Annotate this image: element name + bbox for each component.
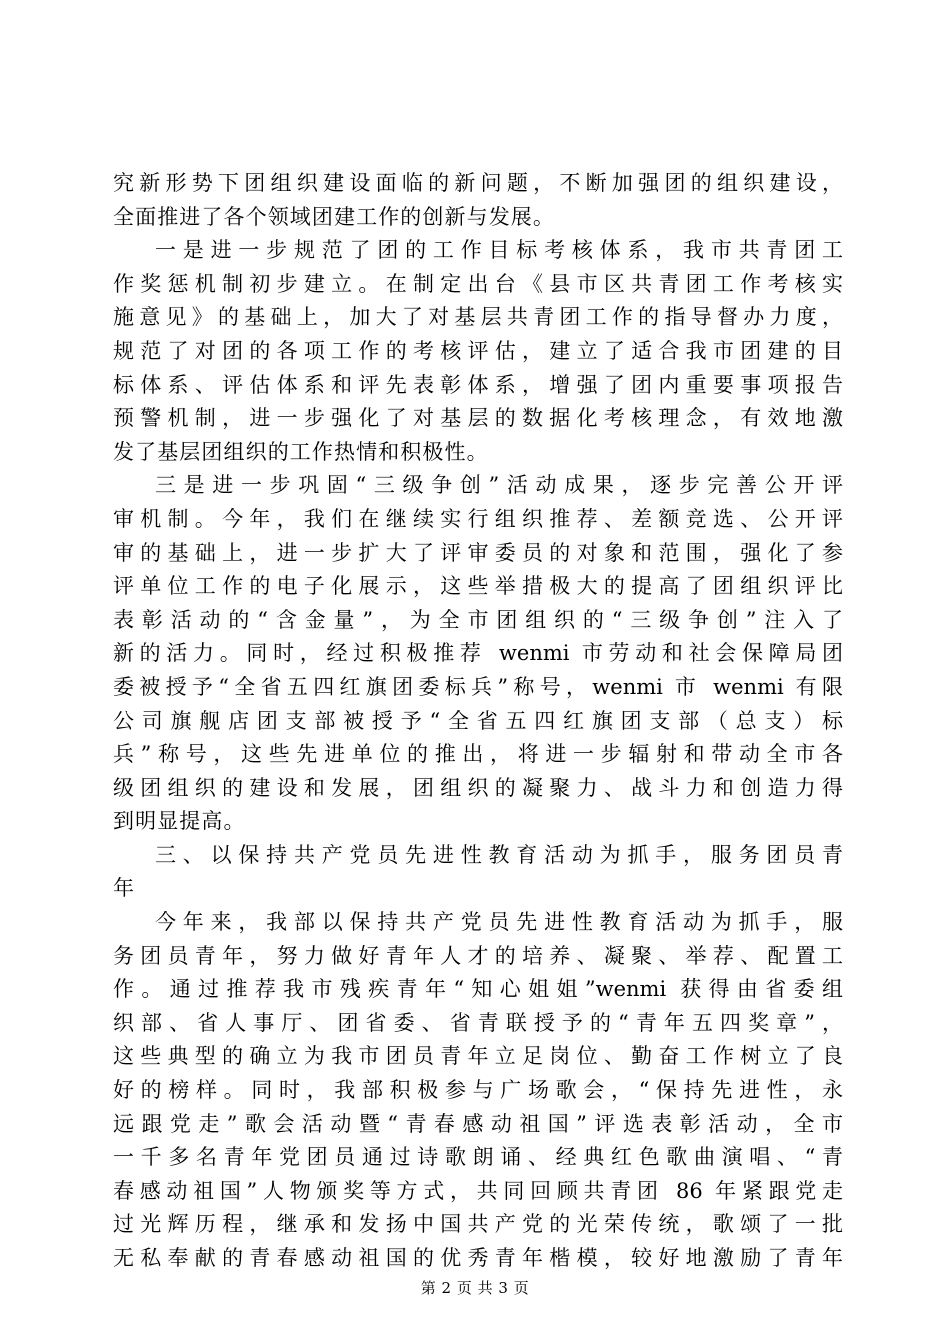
text-line: 务团员青年，努力做好青年人才的培养、凝聚、举荐、配置工 [113, 943, 843, 968]
text-line: 新的活力。同时，经过积极推荐 wenmi 市劳动和社会保障局团 [113, 641, 843, 666]
text-line: 审机制。今年，我们在继续实行组织推荐、差额竞选、公开评 [113, 506, 843, 531]
text-line: 究新形势下团组织建设面临的新问题，不断加强团的组织建设， [113, 171, 843, 195]
text-line: 今年来，我部以保持共产党员先进性教育活动为抓手，服 [155, 910, 843, 935]
page-footer: 第 2 页 共 3 页 [420, 1279, 530, 1297]
text-line: 评单位工作的电子化展示，这些举措极大的提高了团组织评比 [113, 574, 843, 599]
text-line: 作奖惩机制初步建立。在制定出台《县市区共青团工作考核实 [113, 271, 843, 296]
text-line: 三、以保持共产党员先进性教育活动为抓手，服务团员青 [155, 842, 843, 867]
text-line: 远跟党走”歌会活动暨“青春感动祖国”评选表彰活动，全市 [113, 1111, 843, 1136]
text-line: 施意见》的基础上，加大了对基层共青团工作的指导督办力度， [113, 305, 843, 330]
text-line: 兵”称号，这些先进单位的推出，将进一步辐射和带动全市各 [113, 742, 843, 767]
text-line: 表彰活动的“含金量”，为全市团组织的“三级争创”注入了 [113, 607, 843, 632]
text-line: 作。通过推荐我市残疾青年“知心姐姐”wenmi 获得由省委组 [113, 977, 843, 1002]
text-line: 年 [113, 876, 136, 901]
text-line: 发了基层团组织的工作热情和积极性。 [113, 439, 489, 464]
text-line: 级团组织的建设和发展，团组织的凝聚力、战斗力和创造力得 [113, 775, 843, 800]
text-line: 这些典型的确立为我市团员青年立足岗位、勤奋工作树立了良 [113, 1044, 843, 1069]
text-line: 到明显提高。 [113, 809, 246, 834]
text-line: 一千多名青年党团员通过诗歌朗诵、经典红色歌曲演唱、“青 [113, 1145, 843, 1170]
text-line: 预警机制，进一步强化了对基层的数据化考核理念，有效地激 [113, 406, 843, 431]
text-line: 三是进一步巩固“三级争创”活动成果，逐步完善公开评 [155, 473, 843, 498]
text-line: 委被授予“全省五四红旗团委标兵”称号，wenmi 市 wenmi 有限 [113, 674, 843, 699]
text-line: 审的基础上，进一步扩大了评审委员的对象和范围，强化了参 [113, 540, 843, 565]
text-line: 过光辉历程，继承和发扬中国共产党的光荣传统，歌颂了一批 [113, 1212, 843, 1237]
text-line: 规范了对团的各项工作的考核评估，建立了适合我市团建的目 [113, 338, 843, 363]
text-line: 织部、省人事厅、团省委、省青联授予的“青年五四奖章”， [113, 1010, 843, 1035]
text-line: 一是进一步规范了团的工作目标考核体系，我市共青团工 [155, 238, 843, 263]
text-line: 无私奉献的青春感动祖国的优秀青年楷模，较好地激励了青年 [113, 1246, 843, 1270]
text-line: 全面推进了各个领域团建工作的创新与发展。 [113, 204, 555, 229]
document-body [113, 167, 843, 1276]
text-line: 好的榜样。同时，我部积极参与广场歌会，“保持先进性，永 [113, 1078, 843, 1103]
text-line: 公司旗舰店团支部被授予“全省五四红旗团支部（总支）标 [113, 708, 843, 733]
text-line: 春感动祖国”人物颁奖等方式，共同回顾共青团 86 年紧跟党走 [113, 1178, 843, 1203]
text-line: 标体系、评估体系和评先表彰体系，增强了团内重要事项报告 [113, 372, 843, 397]
